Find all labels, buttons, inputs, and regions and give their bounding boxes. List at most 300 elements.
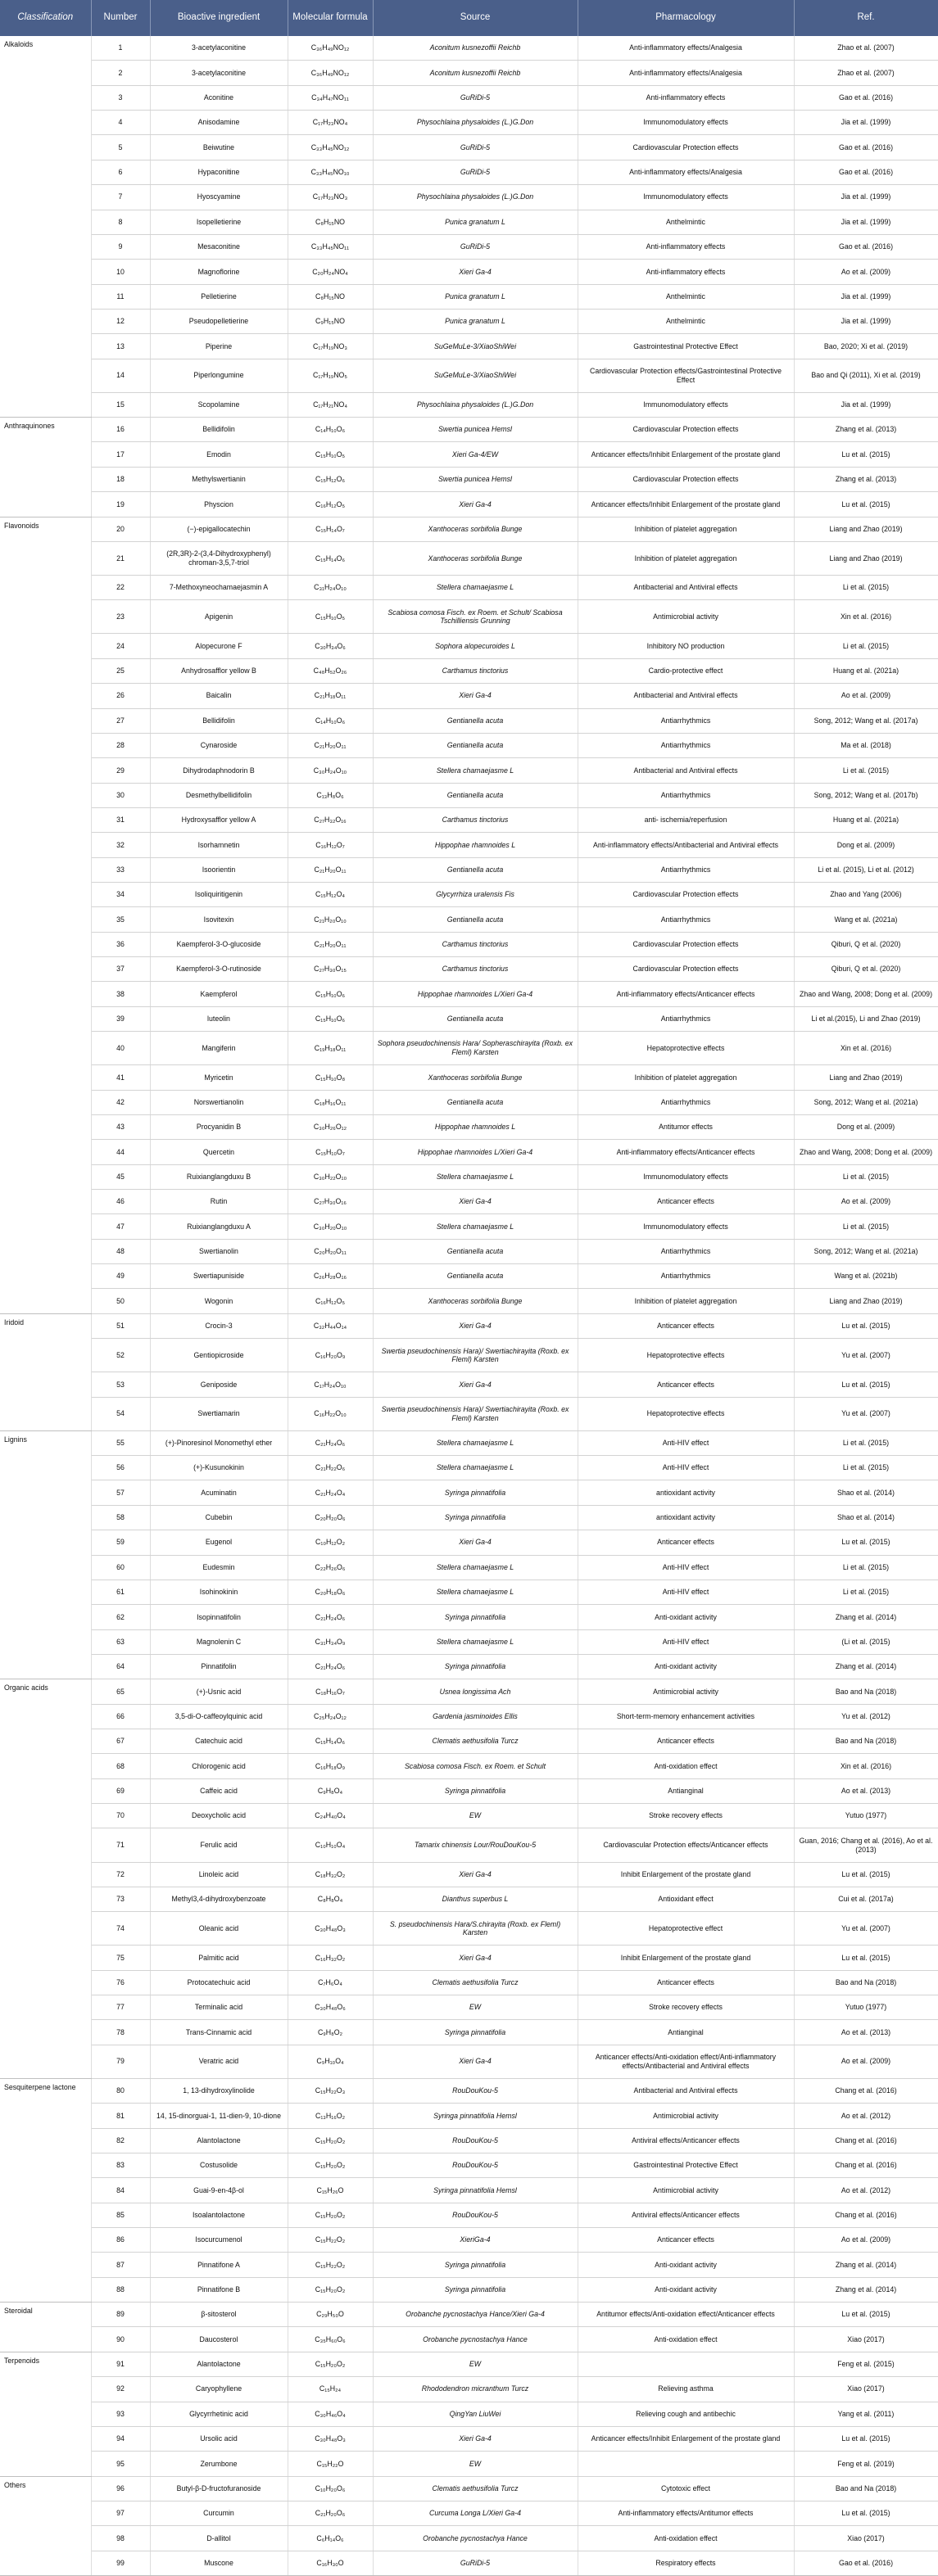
formula-cell: C₁₀H₁₂O₂ [288,1530,373,1555]
classification-cell: Others [0,2476,91,2575]
formula-cell: C₂₆H₂₈O₁₆ [288,1264,373,1289]
ingredient-cell: Anhydrosafflor yellow B [150,658,288,683]
table-row [0,758,938,783]
table-row [0,1140,938,1164]
source-cell: EW [373,1995,578,2020]
header-pharmacology: Pharmacology [578,0,794,36]
ingredient-cell: Physcion [150,492,288,517]
formula-cell: C₉H₁₀O₄ [288,2045,373,2078]
number-cell: 37 [91,957,150,982]
classification-cell: Steroidal [0,2303,91,2352]
formula-cell: C₂₁H₁₈O₁₁ [288,684,373,708]
source-cell: Xieri Ga-4 [373,2426,578,2451]
ref-cell: Liang and Zhao (2019) [794,1065,938,1090]
formula-cell: C₂₉H₅₀O [288,2303,373,2327]
number-cell: 78 [91,2020,150,2045]
ingredient-cell: Methyl3,4-dihydroxybenzoate [150,1887,288,1911]
source-cell: Stellera chamaejasme L [373,1456,578,1480]
ref-cell: Xin et al. (2016) [794,600,938,634]
pharmacology-cell: Anticancer effects [578,1729,794,1754]
table-row [0,1946,938,1970]
source-cell: Stellera chamaejasme L [373,1579,578,1604]
ingredient-cell: Ruixianglangduxu B [150,1164,288,1189]
pharmacology-cell: antioxidant activity [578,1480,794,1505]
pharmacology-cell: Antiarrhythmics [578,1090,794,1114]
ingredient-cell: 14, 15-dinorguai-1, 11-dien-9, 10-dione [150,2104,288,2128]
pharmacology-cell: Anticancer effects [578,1313,794,1338]
formula-cell: C₃₆H₄₉NO₁₂ [288,61,373,85]
number-cell: 98 [91,2526,150,2551]
pharmacology-cell: Inhibition of platelet aggregation [578,541,794,575]
ref-cell: Bao and Na (2018) [794,1970,938,1995]
pharmacology-cell: antioxidant activity [578,1505,794,1530]
ref-cell: Zhao et al. (2007) [794,61,938,85]
formula-cell: C₁₃H₈O₆ [288,783,373,807]
ref-cell: Chang et al. (2016) [794,2128,938,2153]
source-cell: Stellera chamaejasme L [373,758,578,783]
formula-cell: C₂₁H₂₀O₁₀ [288,907,373,932]
ingredient-cell: Geniposide [150,1372,288,1397]
pharmacology-cell: Relieving cough and antibechic [578,2402,794,2426]
ingredient-cell: Palmitic acid [150,1946,288,1970]
number-cell: 12 [91,309,150,333]
header-ref: Ref. [794,0,938,36]
number-cell: 18 [91,467,150,491]
formula-cell: C₁₅H₂₂O₂ [288,2253,373,2277]
formula-cell: C₁₀H₂₀O₆ [288,2476,373,2501]
table-row [0,600,938,634]
number-cell: 22 [91,575,150,599]
number-cell: 13 [91,334,150,359]
source-cell: Stellera chamaejasme L [373,1430,578,1455]
table-row [0,2426,938,2451]
source-cell: SuGeMuLe-3/XiaoShiWei [373,359,578,392]
ingredient-cell: Rutin [150,1190,288,1214]
formula-cell: C₁₅H₁₄O₇ [288,517,373,541]
pharmacology-cell: Anti-inflammatory effects/Antitumor effects [578,2501,794,2525]
formula-cell: C₁₀H₁₀O₄ [288,1828,373,1862]
ref-cell: Yu et al. (2007) [794,1912,938,1946]
ref-cell: Zhang et al. (2014) [794,1605,938,1629]
number-cell: 72 [91,1862,150,1887]
ingredient-cell: 7-Methoxyneochamaejasmin A [150,575,288,599]
source-cell: Gentianella acuta [373,857,578,882]
ref-cell: Li et al. (2015) [794,1579,938,1604]
table-row [0,2178,938,2203]
number-cell: 53 [91,1372,150,1397]
number-cell: 23 [91,600,150,634]
table-row [0,111,938,135]
formula-cell: C₃₃H₄₅NO₁₁ [288,234,373,259]
ingredient-cell: Isocurcumenol [150,2228,288,2253]
table-row [0,1555,938,1579]
ref-cell: Lu et al. (2015) [794,2501,938,2525]
table-row [0,575,938,599]
source-cell: Xieri Ga-4 [373,492,578,517]
source-cell: Punica granatum L [373,284,578,309]
ref-cell: Zhang et al. (2014) [794,2277,938,2302]
source-cell: Gentianella acuta [373,1006,578,1031]
number-cell: 84 [91,2178,150,2203]
table-row [0,1313,938,1338]
source-cell: Swertia punicea Hemsl [373,418,578,442]
number-cell: 47 [91,1214,150,1239]
pharmacology-cell: Anticancer effects/Inhibit Enlargement of the prostate gland [578,442,794,467]
table-row [0,541,938,575]
source-cell: GuRiDi-5 [373,234,578,259]
ingredient-cell: Dihydrodaphnodorin B [150,758,288,783]
ingredient-cell: Alantolactone [150,2128,288,2153]
ref-cell: Ao et al. (2009) [794,684,938,708]
ingredient-cell: Myricetin [150,1065,288,1090]
source-cell: Gardenia jasminoides Ellis [373,1704,578,1729]
source-cell: Xieri Ga-4 [373,2045,578,2078]
pharmacology-cell: Hepatoprotective effect [578,1912,794,1946]
ref-cell: Yutuo (1977) [794,1995,938,2020]
formula-cell: C₂₁H₂₄O₆ [288,1430,373,1455]
source-cell: Carthamus tinctorius [373,957,578,982]
table-row [0,2402,938,2426]
ingredient-cell: Crocin-3 [150,1313,288,1338]
source-cell: Syringa pinnatifolia [373,1778,578,1803]
number-cell: 71 [91,1828,150,1862]
ref-cell: Qiburi, Q et al. (2020) [794,957,938,982]
ingredient-cell: (+)-Pinoresinol Monomethyl ether [150,1430,288,1455]
table-row [0,1214,938,1239]
ref-cell: Cui et al. (2017a) [794,1887,938,1911]
ref-cell: Dong et al. (2009) [794,1114,938,1139]
ingredient-cell: Swertianolin [150,1239,288,1263]
table-row [0,1065,938,1090]
pharmacology-cell: Hepatoprotective effects [578,1032,794,1065]
number-cell: 2 [91,61,150,85]
table-row [0,517,938,541]
number-cell: 49 [91,1264,150,1289]
source-cell: GuRiDi-5 [373,2551,578,2575]
number-cell: 81 [91,2104,150,2128]
pharmacology-cell: Antibacterial and Antiviral effects [578,575,794,599]
ref-cell: Chang et al. (2016) [794,2153,938,2177]
formula-cell: C₁₅H₁₀O₇ [288,1140,373,1164]
pharmacology-cell: Cardiovascular Protection effects [578,467,794,491]
pharmacology-cell: Anti-HIV effect [578,1430,794,1455]
ref-cell: Jia et al. (1999) [794,284,938,309]
number-cell: 99 [91,2551,150,2575]
formula-cell: C₁₇H₁₉NO₃ [288,334,373,359]
table-row [0,1480,938,1505]
pharmacology-cell: Cardiovascular Protection effects [578,883,794,907]
source-cell: Physochlaina physaloides (L.)G.Don [373,111,578,135]
ref-cell: Bao and Qi (2011), Xi et al. (2019) [794,359,938,392]
formula-cell: C₁₇H₂₃NO₃ [288,185,373,210]
source-cell: Sophora pseudochinensis Hara/ Sopheraschirayita (Roxb. ex Fleml) Karsten [373,1032,578,1065]
formula-cell: C₃₀H₂₂O₁₀ [288,1164,373,1189]
pharmacology-cell: Antiarrhythmics [578,857,794,882]
header-formula: Molecular formula [288,0,373,36]
table-row [0,1704,938,1729]
ingredient-cell: Ruixianglangduxu A [150,1214,288,1239]
formula-cell: C₃₅H₆₀O₆ [288,2327,373,2352]
pharmacology-cell: Hepatoprotective effects [578,1397,794,1430]
source-cell: Gentianella acuta [373,708,578,733]
source-cell: Orobanche pycnostachya Hance [373,2327,578,2352]
source-cell: Xieri Ga-4 [373,1372,578,1397]
ref-cell: Lu et al. (2015) [794,1313,938,1338]
table-row [0,1862,938,1887]
formula-cell: C₃₀H₄₆O₄ [288,2402,373,2426]
formula-cell: C₁₆H₃₂O₂ [288,1946,373,1970]
ref-cell: Gao et al. (2016) [794,2551,938,2575]
ingredient-cell: D-allitol [150,2526,288,2551]
source-cell: Orobanche pycnostachya Hance [373,2526,578,2551]
ref-cell: Qiburi, Q et al. (2020) [794,932,938,956]
ref-cell: Liang and Zhao (2019) [794,1289,938,1313]
header-classification: Classification [0,0,91,36]
number-cell: 67 [91,1729,150,1754]
ref-cell: Dong et al. (2009) [794,833,938,857]
formula-cell: C₂₇H₃₀O₁₅ [288,957,373,982]
ref-cell: Lu et al. (2015) [794,1946,938,1970]
number-cell: 54 [91,1397,150,1430]
table-row [0,783,938,807]
formula-cell: C₁₄H₁₀O₆ [288,708,373,733]
ref-cell: Ao et al. (2009) [794,2228,938,2253]
ingredient-cell: Protocatechuic acid [150,1970,288,1995]
ingredient-cell: (+)-Kusunokinin [150,1456,288,1480]
ref-cell: Jia et al. (1999) [794,185,938,210]
ref-cell: Lu et al. (2015) [794,2426,938,2451]
ingredient-cell: Eugenol [150,1530,288,1555]
pharmacology-cell: Anthelmintic [578,309,794,333]
ingredient-cell: Eudesmin [150,1555,288,1579]
formula-cell: C₁₅H₂₂O₂ [288,2228,373,2253]
number-cell: 19 [91,492,150,517]
pharmacology-cell: Inhibit Enlargement of the prostate gland [578,1946,794,1970]
ingredient-cell: Caffeic acid [150,1778,288,1803]
classification-cell: Sesquiterpene lactone [0,2078,91,2302]
source-cell: Aconitum kusnezoffii Reichb [373,61,578,85]
number-cell: 90 [91,2327,150,2352]
table-row [0,1164,938,1189]
formula-cell: C₁₅H₂₀O₂ [288,2153,373,2177]
formula-cell: C₂₇H₃₀O₁₆ [288,1190,373,1214]
pharmacology-cell: Anti-inflammatory effects [578,85,794,110]
ingredient-cell: Pinnatifone A [150,2253,288,2277]
source-cell: Xieri Ga-4 [373,260,578,284]
pharmacology-cell: Antibacterial and Antiviral effects [578,684,794,708]
source-cell: Xieri Ga-4/EW [373,442,578,467]
source-cell: EW [373,2352,578,2376]
formula-cell: C₁₅H₂₂O [288,2452,373,2476]
pharmacology-cell: Anticancer effects/Anti-oxidation effect/Anti-inflammatory effects/Antibacterial and Antiviral effects [578,2045,794,2078]
formula-cell: C₁₇H₂₄O₁₀ [288,1372,373,1397]
ref-cell: Lu et al. (2015) [794,1862,938,1887]
pharmacology-cell: Antitumor effects [578,1114,794,1139]
ingredient-cell: Oleanic acid [150,1912,288,1946]
header-ingredient: Bioactive ingredient [150,0,288,36]
source-cell: Usnea longissima Ach [373,1679,578,1704]
table-row [0,2476,938,2501]
ingredient-cell: luteolin [150,1006,288,1031]
table-row [0,1239,938,1263]
table-row [0,2128,938,2153]
table-row [0,1579,938,1604]
number-cell: 63 [91,1629,150,1654]
number-cell: 73 [91,1887,150,1911]
table-row [0,932,938,956]
source-cell: RouDouKou-5 [373,2203,578,2227]
ingredient-cell: Cubebin [150,1505,288,1530]
formula-cell: C₂₀H₂₀O₆ [288,1505,373,1530]
ref-cell: Gao et al. (2016) [794,135,938,160]
source-cell: Xieri Ga-4 [373,684,578,708]
header-source: Source [373,0,578,36]
formula-cell: C₂₀H₂₀O₁₁ [288,1239,373,1263]
source-cell: Carthamus tinctorius [373,807,578,832]
pharmacology-cell: Anti-HIV effect [578,1555,794,1579]
table-row [0,418,938,442]
pharmacology-cell: Antiarrhythmics [578,907,794,932]
source-cell: Gentianella acuta [373,1090,578,1114]
table-row [0,210,938,234]
ref-cell: Bao and Na (2018) [794,1729,938,1754]
ingredient-cell: 3,5-di-O-caffeoylquinic acid [150,1704,288,1729]
ref-cell: Li et al. (2015) [794,1164,938,1189]
table-row [0,2104,938,2128]
formula-cell: C₄₈H₅₂O₂₆ [288,658,373,683]
pharmacology-cell: Gastrointestinal Protective Effect [578,334,794,359]
source-cell: Scabiosa comosa Fisch. ex Roem. et Schult/ Scabiosa Tschilliensis Grunning [373,600,578,634]
table-row [0,2377,938,2402]
table-row [0,1114,938,1139]
pharmacology-cell: Antimicrobial activity [578,2178,794,2203]
ingredient-cell: Guai-9-en-4β-ol [150,2178,288,2203]
table-row [0,234,938,259]
formula-cell: C₃₁H₃₄O₉ [288,1629,373,1654]
table-row [0,2452,938,2476]
number-cell: 94 [91,2426,150,2451]
ingredient-cell: Ferulic acid [150,1828,288,1862]
ref-cell: Huang et al. (2021a) [794,807,938,832]
formula-cell: C₁₃H₁₆O₂ [288,2104,373,2128]
ingredient-cell: Gentiopicroside [150,1339,288,1372]
ref-cell: Jia et al. (1999) [794,392,938,417]
source-cell: Physochlaina physaloides (L.)G.Don [373,392,578,417]
pharmacology-cell: Anti-oxidation effect [578,1754,794,1778]
ref-cell: Yu et al. (2012) [794,1704,938,1729]
ref-cell: Li et al. (2015) [794,1430,938,1455]
ref-cell: Shao et al. (2014) [794,1505,938,1530]
table-row [0,1397,938,1430]
pharmacology-cell: Antianginal [578,2020,794,2045]
table-row [0,260,938,284]
number-cell: 34 [91,883,150,907]
ref-cell: Ao et al. (2012) [794,2178,938,2203]
pharmacology-cell: Anthelmintic [578,284,794,309]
number-cell: 5 [91,135,150,160]
source-cell: Xanthoceras sorbifolia Bunge [373,517,578,541]
source-cell: EW [373,1804,578,1828]
ref-cell: Song, 2012; Wang et al. (2017b) [794,783,938,807]
number-cell: 21 [91,541,150,575]
number-cell: 57 [91,1480,150,1505]
table-row [0,2203,938,2227]
pharmacology-cell: Inhibition of platelet aggregation [578,1065,794,1090]
formula-cell: C₁₇H₂₃NO₄ [288,111,373,135]
table-row [0,708,938,733]
pharmacology-cell: Anticancer effects [578,1530,794,1555]
number-cell: 35 [91,907,150,932]
formula-cell: C₁₆H₁₂O₅ [288,1289,373,1313]
formula-cell: C₁₅H₁₀O₅ [288,600,373,634]
source-cell: QingYan LiuWei [373,2402,578,2426]
number-cell: 97 [91,2501,150,2525]
number-cell: 65 [91,1679,150,1704]
formula-cell: C₃₂H₄₄O₁₄ [288,1313,373,1338]
source-cell: Punica granatum L [373,210,578,234]
source-cell: Stellera chamaejasme L [373,575,578,599]
formula-cell: C₁₅H₂₄ [288,2377,373,2402]
pharmacology-cell: Antiarrhythmics [578,783,794,807]
source-cell: GuRiDi-5 [373,160,578,184]
formula-cell: C₈H₈O₄ [288,1887,373,1911]
table-row [0,1629,938,1654]
number-cell: 85 [91,2203,150,2227]
source-cell: Gentianella acuta [373,733,578,757]
ingredient-cell: Anisodamine [150,111,288,135]
source-cell: Syringa pinnatifolia [373,1654,578,1679]
ref-cell: (Li et al. (2015) [794,1629,938,1654]
table-row [0,2277,938,2302]
ingredient-cell: Mangiferin [150,1032,288,1065]
ref-cell: Lu et al. (2015) [794,442,938,467]
number-cell: 14 [91,359,150,392]
formula-cell: C₂₁H₂₀O₁₁ [288,932,373,956]
pharmacology-cell: Anti-HIV effect [578,1579,794,1604]
formula-cell: C₁₅H₂₀O₂ [288,2352,373,2376]
number-cell: 80 [91,2078,150,2103]
formula-cell: C₁₆H₁₂O₅ [288,492,373,517]
source-cell: Carthamus tinctorius [373,658,578,683]
pharmacology-cell [578,2452,794,2476]
ingredient-cell: Glycyrrhetinic acid [150,2402,288,2426]
source-cell: Hippophae rhamnoides L/Xieri Ga-4 [373,982,578,1006]
formula-cell: C₁₅H₂₆O [288,2178,373,2203]
table-row [0,1729,938,1754]
ingredient-cell: Swertiamarin [150,1397,288,1430]
table-row [0,1505,938,1530]
formula-cell: C₂₁H₂₂O₆ [288,1456,373,1480]
ingredient-cell: Aconitine [150,85,288,110]
source-cell: Clematis aethusifolia Turcz [373,2476,578,2501]
number-cell: 15 [91,392,150,417]
formula-cell: C₂₀H₂₄NO₄ [288,260,373,284]
ingredient-cell: Isopinnatifolin [150,1605,288,1629]
ingredient-cell: Deoxycholic acid [150,1804,288,1828]
number-cell: 3 [91,85,150,110]
ref-cell: Ao et al. (2012) [794,2104,938,2128]
number-cell: 41 [91,1065,150,1090]
source-cell: Hippophae rhamnoides L [373,1114,578,1139]
number-cell: 74 [91,1912,150,1946]
table-row [0,334,938,359]
ingredient-cell: Pinnatifone B [150,2277,288,2302]
number-cell: 92 [91,2377,150,2402]
table-row [0,2020,938,2045]
ingredient-cell: Veratric acid [150,2045,288,2078]
source-cell: Stellera chamaejasme L [373,1555,578,1579]
ingredient-cell: (−)-epigallocatechin [150,517,288,541]
